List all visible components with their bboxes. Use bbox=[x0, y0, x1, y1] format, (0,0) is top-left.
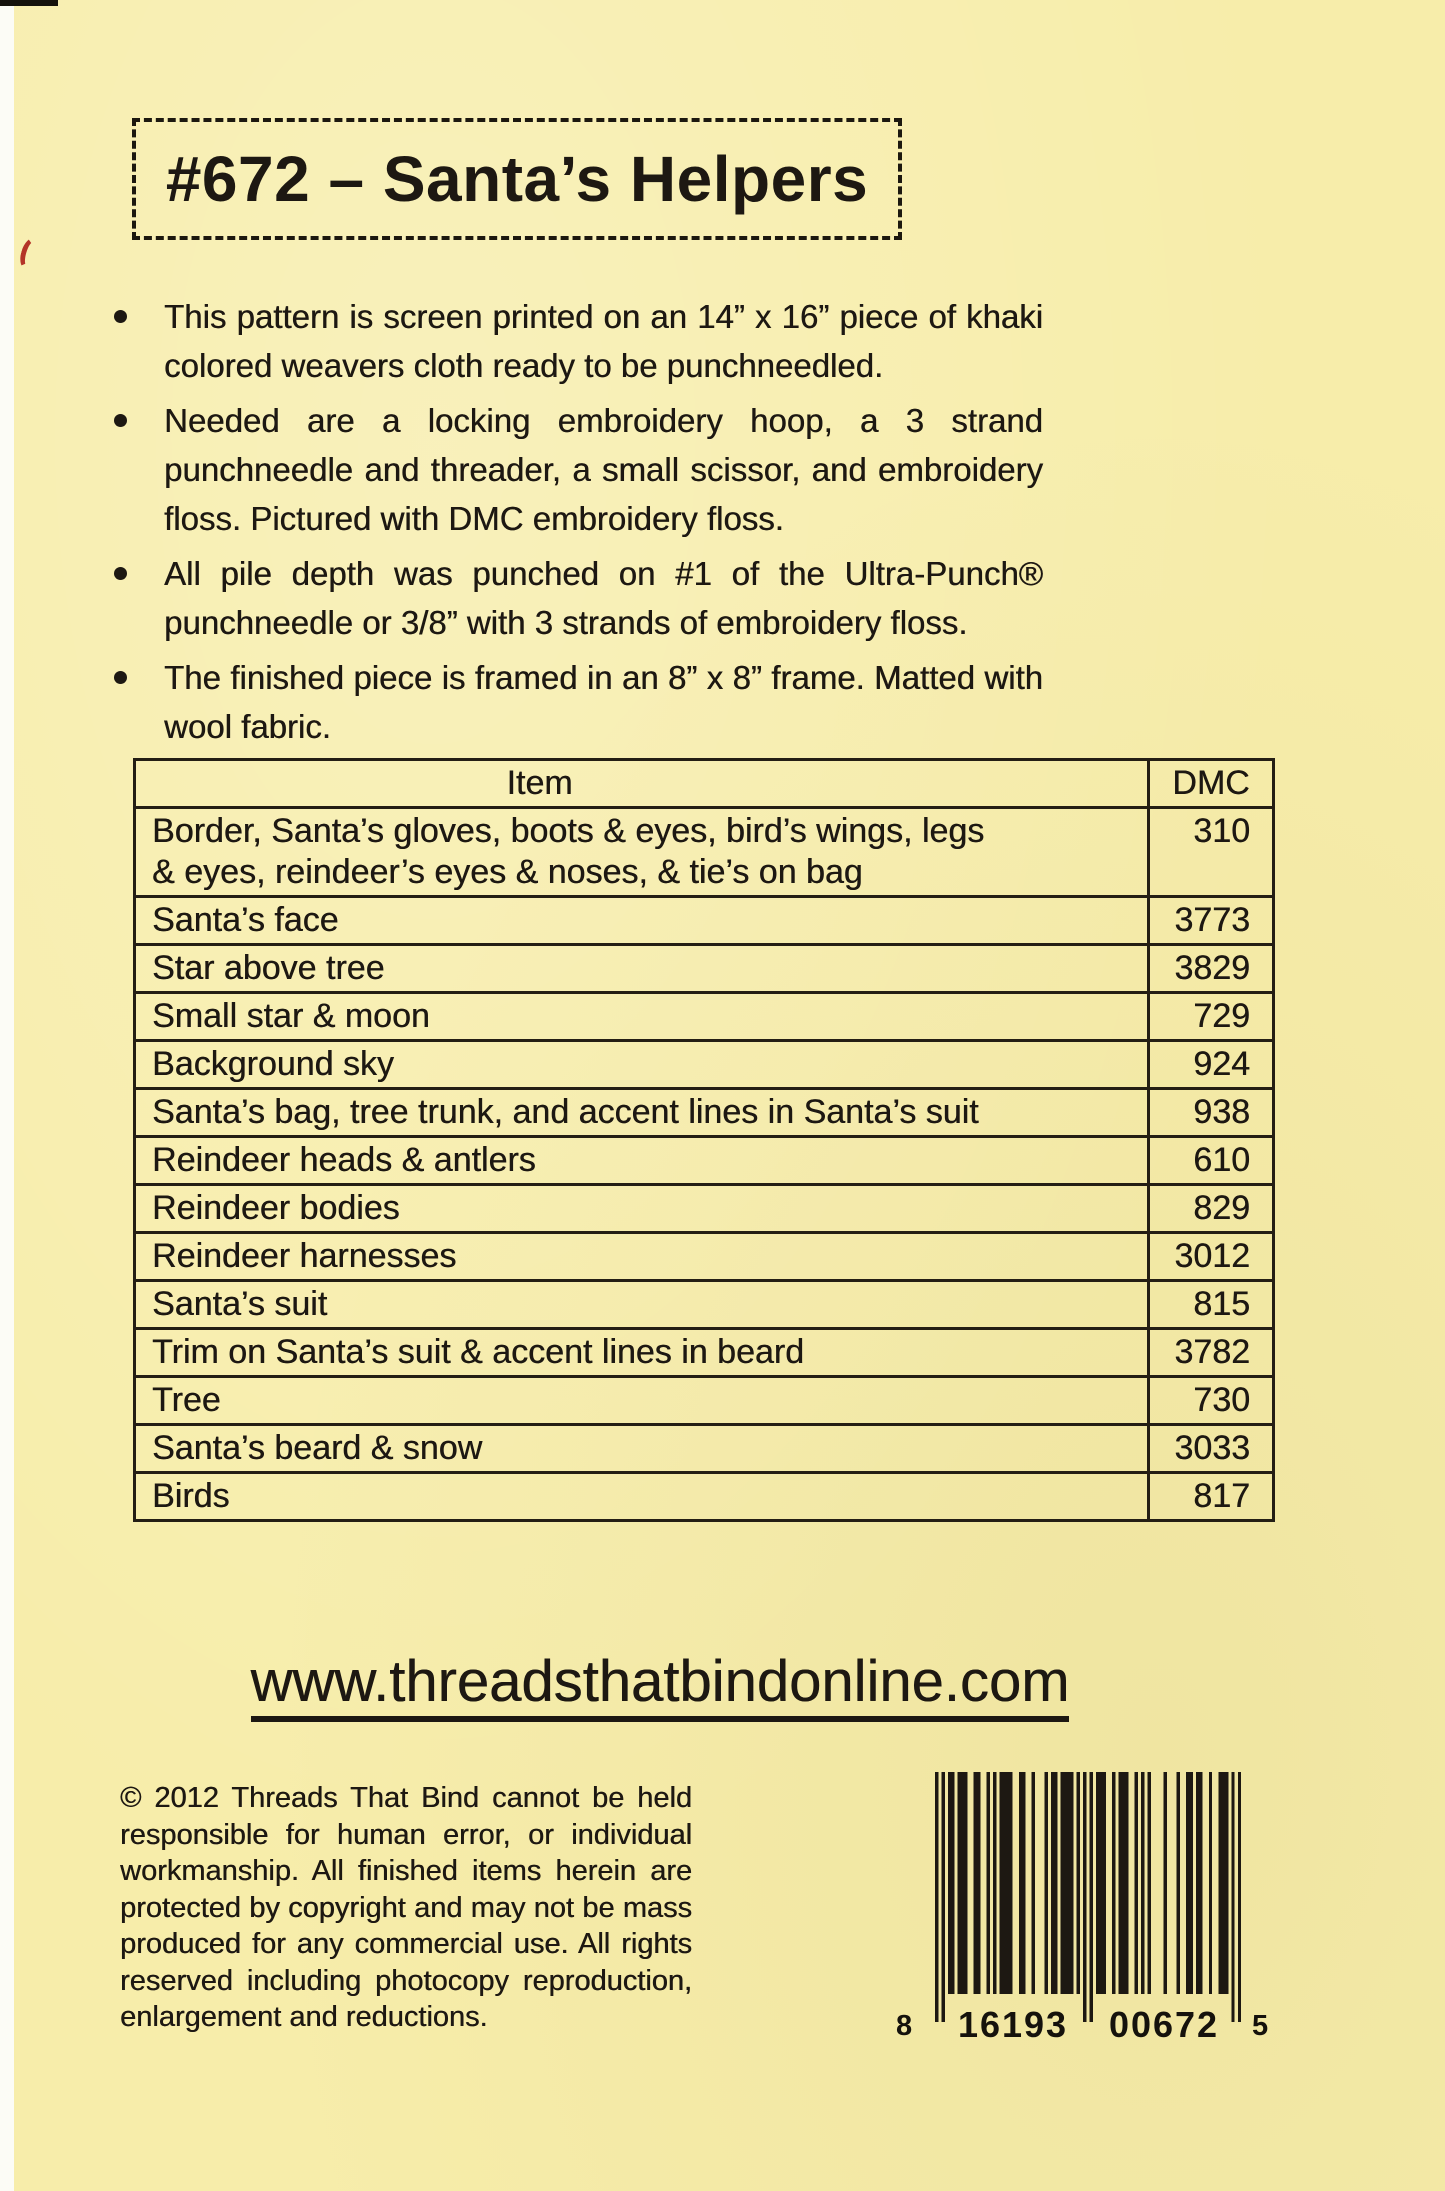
red-pen-mark bbox=[17, 236, 47, 274]
bullet-icon bbox=[114, 567, 127, 580]
item-cell: Santa’s bag, tree trunk, and accent lines in Santa’s suit bbox=[135, 1089, 1149, 1137]
bullet-icon bbox=[114, 671, 127, 684]
dmc-cell: 938 bbox=[1149, 1089, 1274, 1137]
item-cell: Background sky bbox=[135, 1041, 1149, 1089]
dmc-cell: 729 bbox=[1149, 993, 1274, 1041]
table-row bbox=[135, 1185, 1274, 1233]
table-header-row bbox=[135, 760, 1274, 808]
barcode-number-system-digit: 8 bbox=[896, 2010, 913, 2042]
item-cell: Trim on Santa’s suit & accent lines in beard bbox=[135, 1329, 1149, 1377]
table-row bbox=[135, 1377, 1274, 1425]
table-row bbox=[135, 1137, 1274, 1185]
bullet-icon bbox=[114, 310, 127, 323]
floss-table bbox=[133, 758, 1275, 1522]
dmc-cell: 730 bbox=[1149, 1377, 1274, 1425]
bullet-item bbox=[108, 549, 1043, 647]
bullet-marker bbox=[108, 292, 164, 390]
table-row bbox=[135, 897, 1274, 945]
table-row bbox=[135, 1041, 1274, 1089]
scan-edge-strip bbox=[0, 0, 14, 2191]
bullet-icon bbox=[114, 414, 127, 427]
item-cell: Santa’s face bbox=[135, 897, 1149, 945]
item-cell: Reindeer heads & antlers bbox=[135, 1137, 1149, 1185]
item-cell: Small star & moon bbox=[135, 993, 1149, 1041]
dmc-cell: 3012 bbox=[1149, 1233, 1274, 1281]
item-cell: Santa’s beard & snow bbox=[135, 1425, 1149, 1473]
bullet-marker bbox=[108, 653, 164, 751]
scan-corner-bar bbox=[0, 0, 58, 6]
website-line bbox=[0, 1648, 1320, 1722]
table-row bbox=[135, 1089, 1274, 1137]
item-cell: Reindeer harnesses bbox=[135, 1233, 1149, 1281]
table-row bbox=[135, 1329, 1274, 1377]
item-cell: Tree bbox=[135, 1377, 1149, 1425]
table-row bbox=[135, 1233, 1274, 1281]
table-row bbox=[135, 1473, 1274, 1521]
table-header-item: Item bbox=[135, 760, 1149, 808]
bullet-text: All pile depth was punched on #1 of the Ultra-Punch® punchneedle or 3/8” with 3 strands of embroidery floss. bbox=[164, 555, 1043, 641]
dmc-cell: 924 bbox=[1149, 1041, 1274, 1089]
barcode-icon bbox=[935, 1772, 1241, 2022]
item-cell: Birds bbox=[135, 1473, 1149, 1521]
copyright-text: © 2012 Threads That Bind cannot be held responsible for human error, or individual workmanship. All finished items herein are protected by copyright and may not be mass produced for any commercial use. All rights reserved including photocopy reproduction, enlargement and reductions. bbox=[120, 1782, 692, 2033]
table-row bbox=[135, 945, 1274, 993]
bullet-marker bbox=[108, 396, 164, 543]
dmc-cell: 3829 bbox=[1149, 945, 1274, 993]
bullet-item bbox=[108, 653, 1043, 751]
dmc-cell: 3033 bbox=[1149, 1425, 1274, 1473]
table-row bbox=[135, 1281, 1274, 1329]
barcode-left-digits: 16193 bbox=[957, 2004, 1069, 2045]
barcode-check-digit: 5 bbox=[1252, 2010, 1269, 2042]
dmc-cell: 310 bbox=[1149, 808, 1274, 897]
item-cell: Santa’s suit bbox=[135, 1281, 1149, 1329]
bullet-list bbox=[108, 292, 1043, 757]
title-box bbox=[132, 118, 902, 240]
bullet-item bbox=[108, 396, 1043, 543]
dmc-cell: 610 bbox=[1149, 1137, 1274, 1185]
item-cell: Star above tree bbox=[135, 945, 1149, 993]
table-row bbox=[135, 808, 1274, 897]
table-row bbox=[135, 993, 1274, 1041]
barcode-right-digits: 00672 bbox=[1108, 2004, 1220, 2045]
bullet-text: Needed are a locking embroidery hoop, a 3 strand punchneedle and threader, a small scissor, and embroidery floss. Pictured with DMC embroidery floss. bbox=[164, 402, 1043, 537]
table-header-dmc: DMC bbox=[1149, 760, 1274, 808]
bullet-text: This pattern is screen printed on an 14” x 16” piece of khaki colored weavers cloth ready to be punchneedled. bbox=[164, 298, 1043, 384]
dmc-cell: 817 bbox=[1149, 1473, 1274, 1521]
page-title: #672 – Santa’s Helpers bbox=[165, 143, 869, 215]
dmc-cell: 3782 bbox=[1149, 1329, 1274, 1377]
item-cell: Border, Santa’s gloves, boots & eyes, bird’s wings, legs & eyes, reindeer’s eyes & noses, & tie’s on bag bbox=[135, 808, 1149, 897]
website-url: www.threadsthatbindonline.com bbox=[251, 1648, 1070, 1722]
dmc-cell: 815 bbox=[1149, 1281, 1274, 1329]
floss-table-body bbox=[135, 808, 1274, 1521]
table-row bbox=[135, 1425, 1274, 1473]
item-cell: Reindeer bodies bbox=[135, 1185, 1149, 1233]
dmc-cell: 829 bbox=[1149, 1185, 1274, 1233]
bullet-item bbox=[108, 292, 1043, 390]
dmc-cell: 3773 bbox=[1149, 897, 1274, 945]
upc-barcode bbox=[896, 1772, 1278, 2046]
bullet-text: The finished piece is framed in an 8” x 8” frame. Matted with wool fabric. bbox=[164, 659, 1043, 745]
bullet-marker bbox=[108, 549, 164, 647]
